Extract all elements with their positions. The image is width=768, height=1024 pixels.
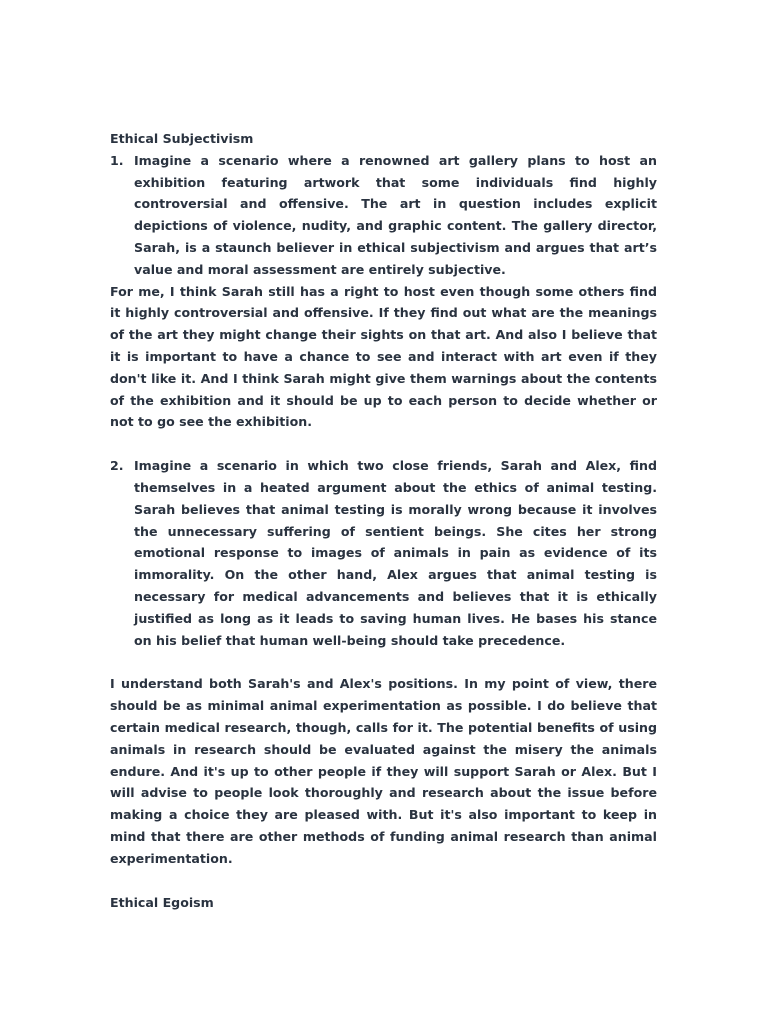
scenario-item-1 [110, 150, 657, 281]
scenario-number-2: 2. [110, 458, 124, 474]
section-heading-ethical-egoism: Ethical Egoism [110, 894, 214, 910]
document-page [110, 128, 657, 913]
response-paragraph-1: For me, I think Sarah still has a right to host even though some others find it highly controversial and offensive. If they find out what are the meanings of the art they might change their sights on that art. And also I believe that it is important to have a chance to see and interact with art even if they don't like it. And I think Sarah might give them warnings about the contents of the exhibition and it should be up to each person to decide whether or not to go see the exhibition. [110, 283, 657, 430]
scenario-number-1: 1. [110, 152, 124, 168]
scenario-text-1: Imagine a scenario where a renowned art gallery plans to host an exhibition featuring artwork that some individuals find highly controversial and offensive. The art in question includes explicit depictions of violence, nudity, and graphic content. The gallery director, Sarah, is a staunch believer in ethical subjectivism and argues that art’s value and moral assessment are entirely subjective. [134, 152, 657, 277]
scenario-item-2 [110, 455, 657, 651]
paragraph-spacer [110, 870, 657, 892]
scenario-text-2: Imagine a scenario in which two close friends, Sarah and Alex, find themselves in a heated argument about the ethics of animal testing. Sarah believes that animal testing is morally wrong because it involves the unnecessary suffering of sentient beings. She cites her strong emotional response to images of animals in pain as evidence of its immorality. On the other hand, Alex argues that animal testing is necessary for medical advancements and believes that it is ethically justified as long as it leads to saving human lives. He bases his stance on his belief that human well-being should take precedence. [134, 458, 657, 648]
paragraph-spacer [110, 651, 657, 673]
section-heading-ethical-subjectivism: Ethical Subjectivism [110, 131, 254, 146]
paragraph-spacer [110, 433, 657, 455]
response-paragraph-2: I understand both Sarah's and Alex's positions. In my point of view, there should be as minimal animal experimentation as possible. I do believe that certain medical research, though, calls for it. The potential benefits of using animals in research should be evaluated against the misery the animals endure. And it's up to other people if they will support Sarah or Alex. But I will advise to people look thoroughly and research about the issue before making a choice they are pleased with. But it's also important to keep in mind that there are other methods of funding animal research than animal experimentation. [110, 676, 657, 866]
